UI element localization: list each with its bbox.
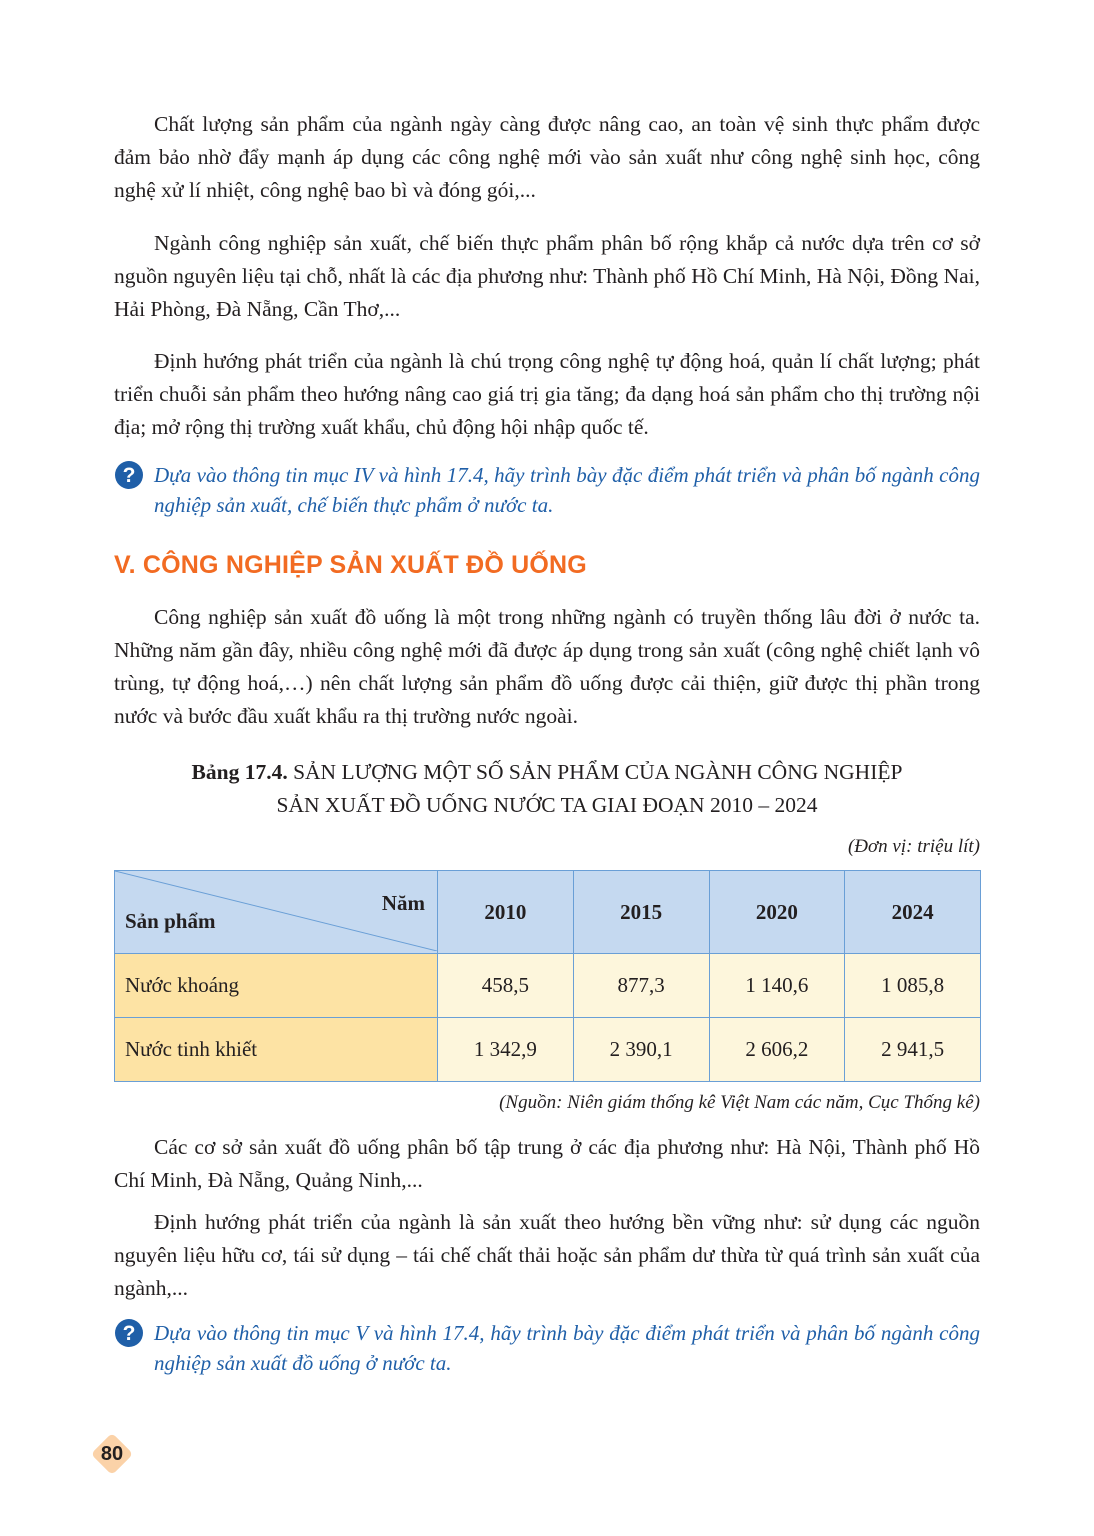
paragraph-product-quality: Chất lượng sản phẩm của ngành ngày càng được nâng cao, an toàn vệ sinh thực phẩm được đảm bảo nhờ đẩy mạnh áp dụng các công nghệ mới vào sản xuất như công nghệ sinh học, công nghệ xử lí nhiệt, công nghệ bao bì và đóng gói,... xyxy=(114,112,980,202)
table-row xyxy=(115,1018,981,1082)
question-text-food: Dựa vào thông tin mục IV và hình 17.4, hãy trình bày đặc điểm phát triển và phân bố ngành công nghiệp sản xuất, chế biến thực phẩm ở nước ta. xyxy=(154,463,980,517)
year-header: 2020 xyxy=(709,871,845,954)
question-block-beverage xyxy=(114,1318,980,1378)
paragraph-food-distribution: Ngành công nghiệp sản xuất, chế biến thực phẩm phân bố rộng khắp cả nước dựa trên cơ sở nguồn nguyên liệu tại chỗ, nhất là các địa phương như: Thành phố Hồ Chí Minh, Hà Nội, Đồng Nai, Hải Phòng, Đà Nẵng, Cần Thơ,... xyxy=(114,231,980,321)
page-number-badge xyxy=(93,1435,131,1473)
table-corner-cell xyxy=(115,871,438,954)
corner-product-label: Sản phẩm xyxy=(125,909,216,933)
year-header: 2015 xyxy=(573,871,709,954)
table-cell: 877,3 xyxy=(573,954,709,1018)
table-cell: 1 140,6 xyxy=(709,954,845,1018)
paragraph-beverage-intro: Công nghiệp sản xuất đồ uống là một trong những ngành có truyền thống lâu đời ở nước ta. Những năm gần đây, nhiều công nghệ mới đã được áp dụng trong sản xuất (công nghệ chiết lạnh vô trùng, tự động hoá,…) nên chất lượng sản phẩm đồ uống được cải thiện, giữ được thị phần trong nước và bước đầu xuất khẩu ra thị trường nước ngoài. xyxy=(114,605,980,728)
corner-year-label: Năm xyxy=(381,891,425,915)
table-cell: 1 342,9 xyxy=(438,1018,574,1082)
table-cell: 1 085,8 xyxy=(845,954,981,1018)
section-heading-beverage: V. CÔNG NGHIỆP SẢN XUẤT ĐỒ UỐNG xyxy=(114,551,587,579)
question-block-food xyxy=(114,460,980,520)
row-product-label: Nước khoáng xyxy=(115,954,438,1018)
year-header: 2010 xyxy=(438,871,574,954)
paragraph-food-orientation: Định hướng phát triển của ngành là chú trọng công nghệ tự động hoá, quản lí chất lượng; phát triển chuỗi sản phẩm theo hướng nâng cao giá trị gia tăng; đa dạng hoá sản phẩm cho thị trường nội địa; mở rộng thị trường xuất khẩu, chủ động hội nhập quốc tế. xyxy=(114,349,980,439)
paragraph-beverage-distribution: Các cơ sở sản xuất đồ uống phân bố tập trung ở các địa phương như: Hà Nội, Thành phố Hồ Chí Minh, Đà Nẵng, Quảng Ninh,... xyxy=(114,1135,980,1192)
page-number: 80 xyxy=(100,1443,124,1465)
svg-text:?: ? xyxy=(122,464,136,487)
paragraph-beverage-orientation: Định hướng phát triển của ngành là sản xuất theo hướng bền vững như: sử dụng các nguồn nguyên liệu hữu cơ, tái sử dụng – tái chế chất thải hoặc sản phẩm dư thừa từ quá trình sản xuất của ngành,... xyxy=(114,1210,980,1300)
table-caption-line1: SẢN LƯỢNG MỘT SỐ SẢN PHẨM CỦA NGÀNH CÔNG NGHIỆP xyxy=(293,760,903,784)
table-caption xyxy=(114,756,980,822)
question-text-beverage: Dựa vào thông tin mục V và hình 17.4, hãy trình bày đặc điểm phát triển và phân bố ngành công nghiệp sản xuất đồ uống ở nước ta. xyxy=(154,1321,980,1375)
row-product-label: Nước tinh khiết xyxy=(115,1018,438,1082)
table-source: (Nguồn: Niên giám thống kê Việt Nam các năm, Cục Thống kê) xyxy=(499,1092,980,1113)
table-cell: 458,5 xyxy=(438,954,574,1018)
production-table xyxy=(114,870,981,1082)
table-cell: 2 606,2 xyxy=(709,1018,845,1082)
year-header: 2024 xyxy=(845,871,981,954)
svg-text:?: ? xyxy=(122,1322,136,1345)
question-icon xyxy=(114,1318,144,1348)
table-unit: (Đơn vị: triệu lít) xyxy=(847,836,980,857)
question-icon xyxy=(114,460,144,490)
table-row xyxy=(115,954,981,1018)
table-cell: 2 941,5 xyxy=(845,1018,981,1082)
table-cell: 2 390,1 xyxy=(573,1018,709,1082)
table-caption-line2: SẢN XUẤT ĐỒ UỐNG NƯỚC TA GIAI ĐOẠN 2010 – 2024 xyxy=(276,793,818,817)
table-header-row xyxy=(115,871,981,954)
table-caption-number: Bảng 17.4. xyxy=(191,760,288,784)
